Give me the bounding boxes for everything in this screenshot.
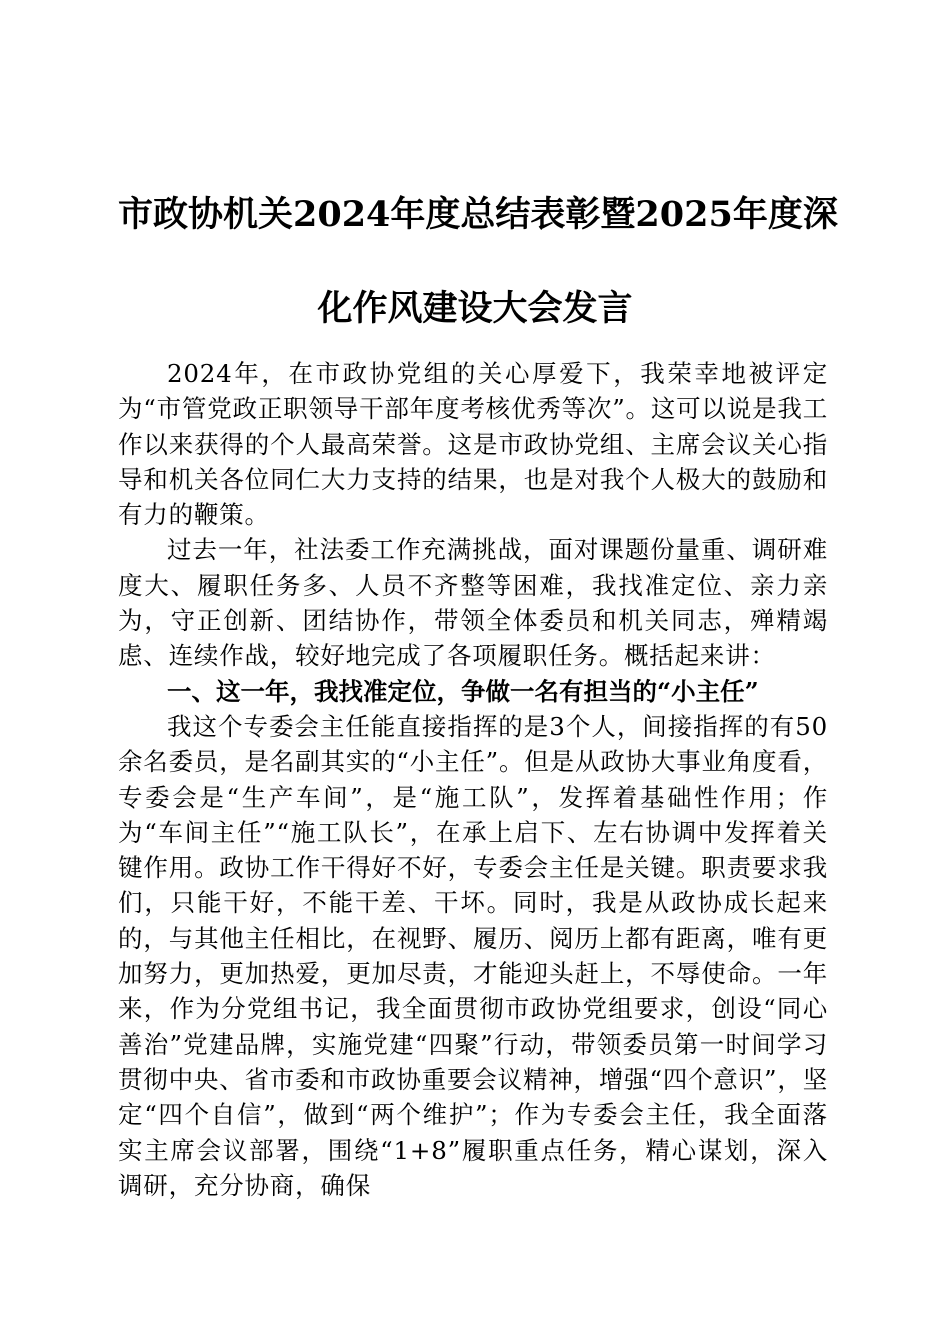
title-line-1: 市政协机关2024年度总结表彰暨2025年度深 bbox=[118, 194, 838, 235]
paragraph-honor: 2024年，在市政协党组的关心厚爱下，我荣幸地被评定为“市管党政正职领导干部年度考核优秀等次”。这可以说是我工作以来获得的个人最高荣誉。这是市政协党组、主席会议关心指导和机关各位同仁大力支持的结果，也是对我个人极大的鼓励和有力的鞭策。 bbox=[118, 359, 828, 530]
section-heading-1: 一、这一年，我找准定位，争做一名有担当的“小主任” bbox=[167, 676, 759, 706]
document-body bbox=[118, 356, 828, 1203]
title-line-2: 化作风建设大会发言 bbox=[317, 288, 633, 329]
paragraph-past-year: 过去一年，社法委工作充满挑战，面对课题份量重、调研难度大、履职任务多、人员不齐整等困难，我找准定位、亲力亲为，守正创新、团结协作，带领全体委员和机关同志，殚精竭虑、连续作战，较好地完成了各项履职任务。概括起来讲： bbox=[118, 535, 828, 671]
paragraph-section-1: 我这个专委会主任能直接指挥的是3个人，间接指挥的有50余名委员，是名副其实的“小主任”。但是从政协大事业角度看，专委会是“生产车间”，是“施工队”，发挥着基础性作用；作为“车间主任”“施工队长”，在承上启下、左右协调中发挥着关键作用。政协工作干得好不好，专委会主任是关键。职责要求我们，只能干好，不能干差、干坏。同时，我是从政协成长起来的，与其他主任相比，在视野、履历、阅历上都有距离，唯有更加努力，更加热爱，更加尽责，才能迎头赶上，不辱使命。一年来，作为分党组书记，我全面贯彻市政协党组要求，创设“同心善治”党建品牌，实施党建“四聚”行动，带领委员第一时间学习贯彻中央、省市委和市政协重要会议精神，增强“四个意识”，坚定“四个自信”，做到“两个维护”；作为专委会主任，我全面落实主席会议部署，围绕“1+8”履职重点任务，精心谋划，深入调研，充分协商，确保 bbox=[118, 711, 828, 1200]
document-title bbox=[118, 168, 838, 356]
